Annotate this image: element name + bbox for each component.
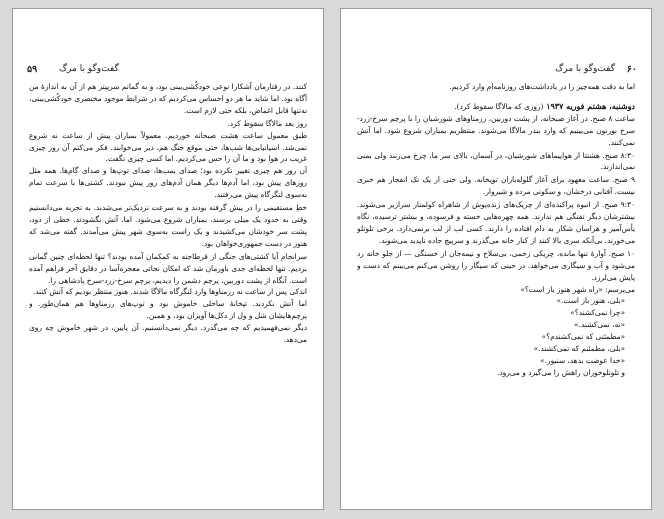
right-page-header	[355, 64, 637, 78]
left-page-number: ۵۹	[27, 64, 38, 75]
paragraph: دیگر نمی‌فهمیدیم که چه می‌گذرد. دیگر نمی‌دانستیم. آن پایین، در شهر خاموش چه روی می‌دهد.	[29, 323, 307, 345]
diary-heading	[357, 101, 635, 113]
paragraph: خطِ مستقیمی را در پیش گرفته بودند و به سرعت نزدیک‌تر می‌شدند. به تجربه می‌دانستیم وقتی به حدود یک میلی برسند، بمباران شروع می‌شود. اما، آتش نگشودند. خطی از دود، پشت سر خودشان می‌کشیدند و یک راست به‌سوی شهر پیش می‌آمدند. گفته می‌شد که هنوز در دست جمهوری‌خواهان بود.	[29, 203, 307, 248]
paragraph: ۱۰ صبح. آوارهٔ تنها مانده، چریکی زخمی، بی‌سلاح و نیمه‌جان از خستگی — از جلو خانه رد می‌شود و آب و سیگاری می‌خواهد. در حینی که سیگار را روشن می‌کنم می‌بینم که دست و پایش می‌لرزد.	[357, 248, 635, 282]
intro-line: اما به دقت همه‌چیز را در یادداشت‌های روزنامه‌ام وارد کردیم.	[449, 82, 635, 91]
paragraph: روز بعد مالاگا سقوط کرد.	[227, 118, 307, 128]
paragraph: ۸:۳۰ صبح. هشتتا از هواپیماهای شورشیان، در آسمان، بالای سر ما، چرخ می‌زنند ولی بمبی نمی‌اندازند.	[357, 150, 635, 172]
dialogue-line: «نه، نمی‌کشند.»	[574, 320, 625, 330]
paragraph: ۹:۳۰ صبح. از انبوه پراکنده‌ای از چریک‌های ژنده‌پوش از شاهراه کولمنار سرازیر می‌شوند. بیشترشان دیگر تفنگی هم ندارند. همه چهره‌هایی خسته و فرسوده، و بیشتر ترسیده، نگاه یأس‌آمیز و هراسان شکار به دام افتاده را دارند. کسی لب از لب برنمی‌دارد. برخی تلوتلو می‌خورند. بی‌آنکه سری بالا کنند از کنار خانه می‌گذرند و سرپیچ جاده ناپدید می‌شوند.	[357, 200, 635, 245]
paragraph: طبق معمول ساعت هشت صبحانه خوردیم. معمولاً بمباران پیش از ساعت نه شروع نمی‌شد. اسپانیایی‌ها شب‌ها، حتی موقع جنگ هم، دیر می‌خوابند. فکر می‌کنم آن روز چیزی غریب در هوا بود و ما آن را حس می‌کردیم. اما کسی چیزی نگفت.	[29, 130, 307, 164]
right-page-number: ۶۰	[626, 64, 637, 75]
paragraph: اما آتش نکردند. تپخانهٔ ساحلی خاموش بود و توپ‌های رزمناوها هم همان‌طور. و پرچم‌هایشان شل و ول از دکل‌ها آویزان بود، و همین.	[29, 299, 307, 321]
paragraph: کنند. در رفتارمان آشکارا نوعی خودکُشی‌بینی بود، و به گمانم سرپیتر هم از آن به اندازهٔ من آگاه بود. اما شاید ما هر دو احساس می‌کردیم که در شرایط موجود مختصری خودکُشی‌بینی، نه‌تنها قابل اغماض، بلکه حتی لازم است.	[29, 82, 307, 115]
dialogue-line: و تلوتلوخوران راهش را می‌گیرد و می‌رود.	[496, 367, 625, 377]
left-page-body	[29, 81, 307, 487]
right-page-body	[357, 81, 635, 487]
right-page	[340, 8, 652, 510]
left-running-title: گفت‌وگو با مرگ	[59, 64, 119, 74]
paragraph: سرانجام آیا کشتی‌های جنگی از قرطاجنه به کمکمان آمده بودند؟ تنها لحظه‌ای چنین گمانی بردیم. تنها لحظه‌ای جدی باورمان شد که امکان نجاتی معجزه‌آسا در دقایق آخر فراهم آمده است. آنگاه از پشت دوربین، پرچم دشمن را دیدیم، پرچم سرخ-زرد-سرخ پادشاهی را.	[29, 251, 307, 285]
dialogue-line: «خدا عوضت بدهد، سنیور.»	[540, 355, 625, 365]
diary-subheading: (روزی که مالاگا سقوط کرد).	[454, 101, 544, 111]
dialogue-line: «بلی، هنوز باز است.»	[556, 296, 625, 306]
dialogue-line: «مطمئنی که نمی‌کشندم؟»	[541, 332, 625, 342]
paragraph: ساعت ۸ صبح. در آغاز صبحانه، از پشت دوربین، رزمناوهای شورشیان را با پرچم سرخ-زرد-سرخ بورنون می‌بینیم که وارد بندر مالاگا می‌شوند. منتظریم بمباران شروع شود. اما آتش نمی‌کنند.	[357, 113, 635, 147]
left-page	[12, 8, 324, 510]
right-running-title: گفت‌وگو با مرگ	[555, 64, 615, 74]
paragraph: آن روز هم چیزی تغییر نکرده بود؛ صدای بمب‌ها، صدای توپ‌ها و صدای گام‌ها. همه مثل روزهای پیش بود، اما آدم‌ها دیگر همان آدم‌های روز پیش نبودند. کشتی‌ها با سرعت تمام به‌سوی لنگرگاه پیش می‌رفتند.	[29, 166, 307, 200]
paragraph: اندکی پس از ساعت نه رزمناوها وارد لنگرگاه مالاگا شدند. هنوز منتظر بودیم که آتش کنند.	[32, 287, 307, 297]
paragraph: ۹ صبح. ساعت معهود برای آغاز گلوله‌باران توپخانه. ولی حتی از یک تک انفجار هم خبری نیست. آفتابی درخشان، و سکوتی مرده و شیروار.	[357, 175, 635, 197]
diary-date: دوشنبه، هشتم فوریه ۱۹۳۷	[546, 100, 635, 111]
dialogue-line: «بلی، مطمئنم که نمی‌کشند.»	[533, 344, 625, 354]
dialogue-line: «چرا نمی‌کشند؟»	[570, 308, 625, 318]
left-page-header	[27, 64, 309, 78]
dialogue-intro: می‌پرسم: «راه شهر هنوز باز است؟»	[520, 284, 635, 294]
